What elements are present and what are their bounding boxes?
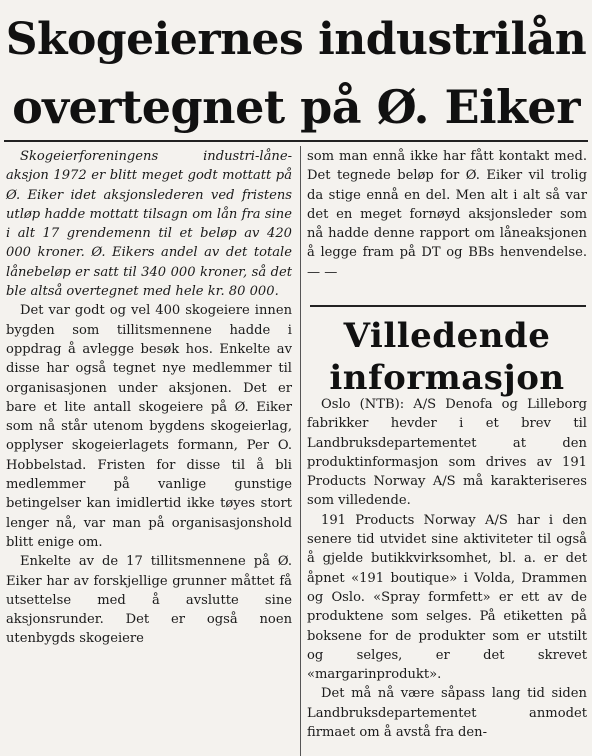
article2-headline-line-2: informasjon (329, 358, 565, 398)
article2-paragraph-2: 191 Products Norway A/S har i den senere tid utvidet sine aktiviteter til også å gjelde butikkvirksomhet, bl. a. er det åpnet «191 boutique» i Volda, Drammen og Oslo. «Spray formfett» er ett av de produktene som selges. På etiketten på boksene for de produkter som er utstilt og selges, er det skrevet «margarinprodukt». (307, 512, 587, 683)
article1-continuation: som man ennå ikke har fått kontakt med. Det tegnede beløp for Ø. Eiker vil trolig da stige ennå en del. Men alt i alt så var det en meget fornøyd aksjonsleder som nå hadde denne rapport om låneaksjonen å legge fram på DT og BBs henvendelse. — — (307, 149, 587, 280)
headline-rule (4, 140, 588, 142)
article2-paragraph-1: Oslo (NTB): A/S Denofa og Lilleborg fabrikker hevder i et brev til Landbruksdepartementet at den produktinformasjon som drives av 191 Products Norway A/S må karakteriseres som villedende. (307, 397, 587, 509)
article2-column (307, 395, 587, 742)
article1-continuation-column (307, 147, 587, 282)
article1-paragraph-1: Det var godt og vel 400 skogeiere innen bygden som tillitsmennene hadde i oppdrag å avlegge besøk hos. Enkelte av disse har også tegnet nye medlemmer til organisasjonen under aksjonen. Det er bare et lite antall skogeiere på Ø. Eiker som nå står utenom bygdens skogeierlag, opplyser skogeierlagets formann, Per O. Hobbelstad. Fristen for disse til å bli medlemmer på vanlige gunstige betingelser kan imidlertid ikke tøyes stort lenger nå, var man på organisasjonshold blitt enige om. (6, 303, 292, 550)
headline-line-2: overtegnet på Ø. Eiker (12, 80, 580, 134)
article-separator-rule (310, 305, 586, 307)
article1-lead: Skogeierforeningens industri-låne-aksjon 1972 er blitt meget godt mottatt på Ø. Eiker idet aksjonslederen ved fristens utløp hadde mottatt tilsagn om lån fra sine i alt 17 grendemenn til et beløp av 420 000 kroner. Ø. Eikers andel av det totale lånebeløp er satt til 340 000 kroner, så det ble altså overtegnet med hele kr. 80 000. (6, 149, 292, 300)
article2-headline-line-1: Villedende (343, 316, 551, 356)
article2-paragraph-3: Det må nå være såpass lang tid siden Landbruksdepartementet anmodet firmaet om å avstå fra den- (307, 686, 587, 741)
column-divider (300, 146, 301, 756)
article1-paragraph-2: Enkelte av de 17 tillitsmennene på Ø. Eiker har av forskjellige grunner måttet få utsettelse med å avslutte sine aksjonsrunder. Det er også noen utenbygds skogeiere (6, 554, 292, 647)
article1-left-column (6, 147, 292, 649)
headline-line-1: Skogeiernes industrilån (5, 14, 587, 65)
